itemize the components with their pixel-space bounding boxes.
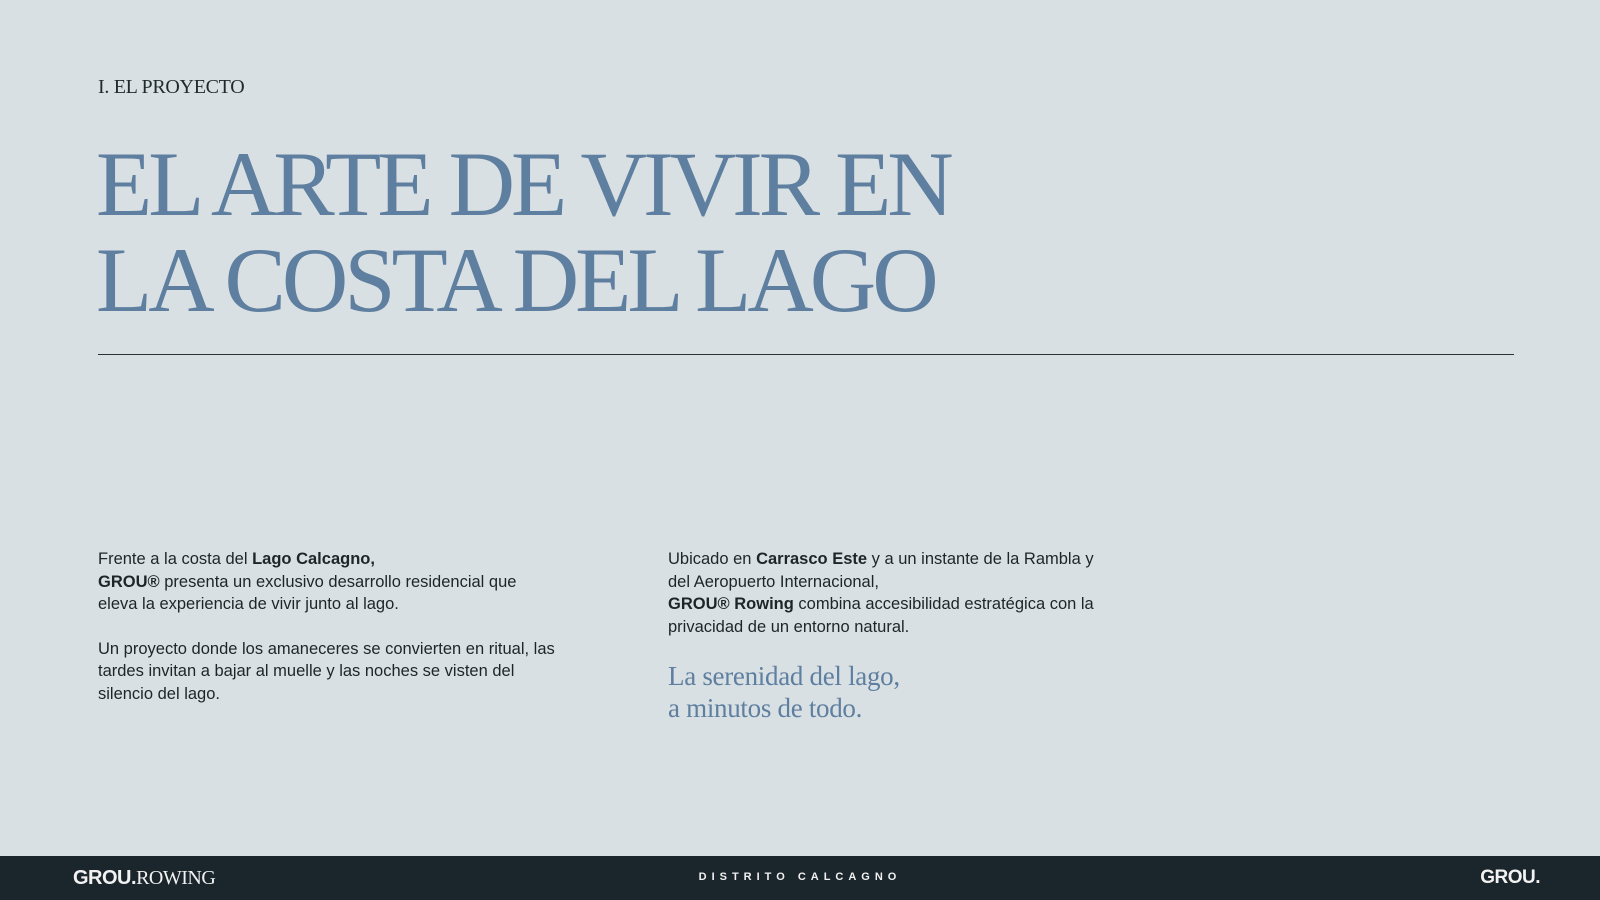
lake-name: Lago Calcagno, [252, 550, 375, 568]
tagline-line-1: La serenidad del lago, [668, 661, 900, 691]
intro-column-left [98, 548, 558, 727]
location-paragraph [668, 548, 1098, 638]
project-name: GROU® Rowing [668, 595, 794, 613]
location-text: Ubicado en [668, 550, 757, 568]
intro-text: Frente a la costa del [98, 550, 253, 568]
location-text: combina accesibilidad estratégica con la privacidad de un entorno natural. [668, 595, 1094, 636]
intro-paragraph-1 [98, 548, 558, 616]
intro-text: presenta un exclusivo desarrollo residencial que eleva la experiencia de vivir junto al lago. [98, 572, 517, 613]
location-text: y a un instante de la Rambla y del Aeropuerto Internacional, [668, 550, 1094, 591]
intro-column-right [668, 548, 1098, 724]
divider [98, 354, 1514, 355]
page-title [96, 133, 950, 331]
headline-line-1: EL ARTE DE VIVIR EN [96, 133, 950, 235]
headline-line-2: LA COSTA DEL LAGO [96, 229, 935, 331]
tagline-line-2: a minutos de todo. [668, 693, 863, 723]
footer-bar [0, 856, 1600, 900]
intro-paragraph-2: Un proyecto donde los amaneceres se convierten en ritual, las tardes invitan a bajar al muelle y las noches se visten del silencio del lago. [98, 639, 555, 703]
section-label: I. EL PROYECTO [98, 76, 245, 98]
logo-rowing-text: ROWING [136, 867, 216, 889]
brand-name: GROU® [98, 572, 160, 591]
grou-logo: GROU. [1480, 867, 1540, 888]
logo-grou-text: GROU. [73, 867, 137, 889]
neighborhood-name: Carrasco Este [756, 550, 868, 568]
tagline [668, 660, 1098, 724]
district-label: DISTRITO CALCAGNO [698, 871, 902, 883]
